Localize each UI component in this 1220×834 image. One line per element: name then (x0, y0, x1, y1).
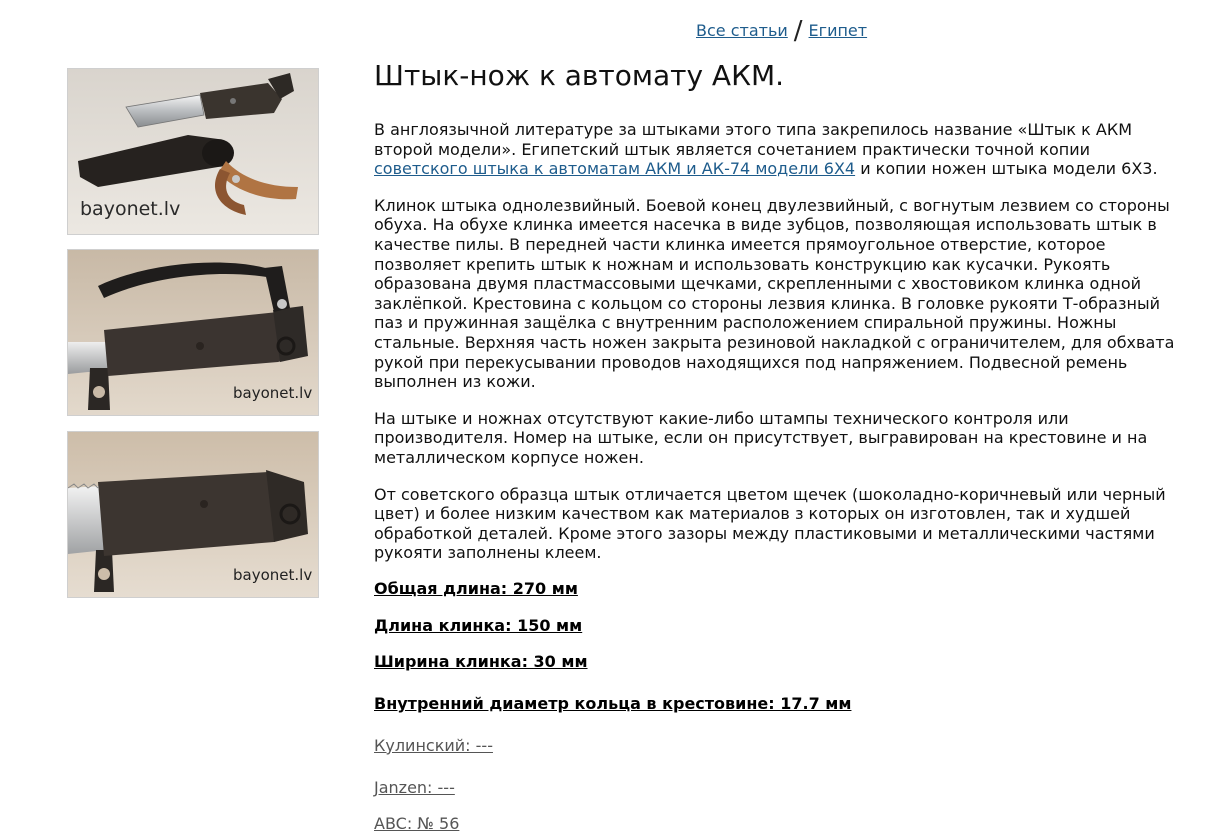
breadcrumb-all-articles-link[interactable]: Все статьи (696, 21, 788, 40)
article-paragraph-3: На штыке и ножнах отсутствуют какие-либо штампы технического контроля или производителя. Номер на штыке, если он присутствует, выгравирован на крестовине и на металлическом корпусе ножен. (374, 408, 1148, 467)
breadcrumb (696, 16, 867, 46)
article (374, 58, 1186, 834)
ref-abc[interactable]: ABC: № 56 (374, 813, 460, 833)
paragraph-text: В англоязычной литературе за штыками этого типа закрепилось название «Штык к АКМ второй модели». Египетский штык является сочетанием практически точной копии (374, 120, 1133, 159)
ref-janzen[interactable]: Janzen: --- (374, 777, 455, 797)
soviet-bayonet-6x4-link[interactable]: советского штыка к автоматам АКМ и АК-74 модели 6Х4 (374, 159, 856, 179)
ref-kulinsky[interactable]: Кулинский: --- (374, 735, 493, 755)
photo-watermark: bayonet.lv (233, 566, 313, 584)
photo-bayonet-with-sheath[interactable] (67, 68, 319, 235)
breadcrumb-separator: / (793, 16, 803, 46)
photo-watermark: bayonet.lv (233, 384, 313, 402)
photo-bayonet-handle-closeup[interactable] (67, 431, 319, 598)
spec-blade-length: Длина клинка: 150 мм (374, 615, 583, 635)
paragraph-text: и копии ножен штыка модели 6Х3. (855, 159, 1158, 179)
page-title: Штык-нож к автомату АКМ. (374, 59, 785, 92)
knife-with-sheath-photo-icon (68, 69, 319, 235)
spec-total-length: Общая длина: 270 мм (374, 578, 578, 598)
breadcrumb-country-link[interactable]: Египет (808, 21, 868, 40)
article-paragraph-2: Клинок штыка однолезвийный. Боевой конец двулезвийный, с вогнутым лезвием со стороны обуха. На обухе клинка имеется насечка в виде зубцов, позволяющая использовать штык в качестве пилы. В передней части клинка имеется прямоугольное отверстие, которое позволяет крепить штык к ножнам и использовать конструкцию как кусачки. Рукоять образована двумя пластмассовыми щечками, скрепленными с хвостовиком клинка одной заклёпкой. Крестовина с кольцом со стороны лезвия клинка. В головке рукояти Т-образный паз и пружинная защёлка с внутренним расположением спиральной пружины. Ножны стальные. Верхняя часть ножен закрыта резиновой накладкой с ограничителем, для обхвата рукой при перекусывании проводов находящихся под напряжением. Подвесной ремень выполнен из кожи. (374, 195, 1175, 392)
knife-handle-photo-icon (68, 250, 319, 416)
spec-blade-width: Ширина клинка: 30 мм (374, 651, 588, 671)
photo-watermark: bayonet.lv (80, 198, 181, 220)
spec-ring-diameter: Внутренний диаметр кольца в крестовине: 17.7 мм (374, 693, 852, 713)
article-paragraph-4: От советского образца штык отличается цветом щечек (шоколадно-коричневый или черный цвет) и более низким качеством как материалов з которых он изготовлен, так и худшей обработкой деталей. Кроме этого зазоры между пластиковыми и металлическими частями рукояти заполнены клеем. (374, 484, 1166, 563)
photo-bayonet-handle[interactable] (67, 249, 319, 416)
knife-handle-closeup-photo-icon (68, 432, 319, 598)
article-paragraph-1 (374, 120, 1186, 179)
